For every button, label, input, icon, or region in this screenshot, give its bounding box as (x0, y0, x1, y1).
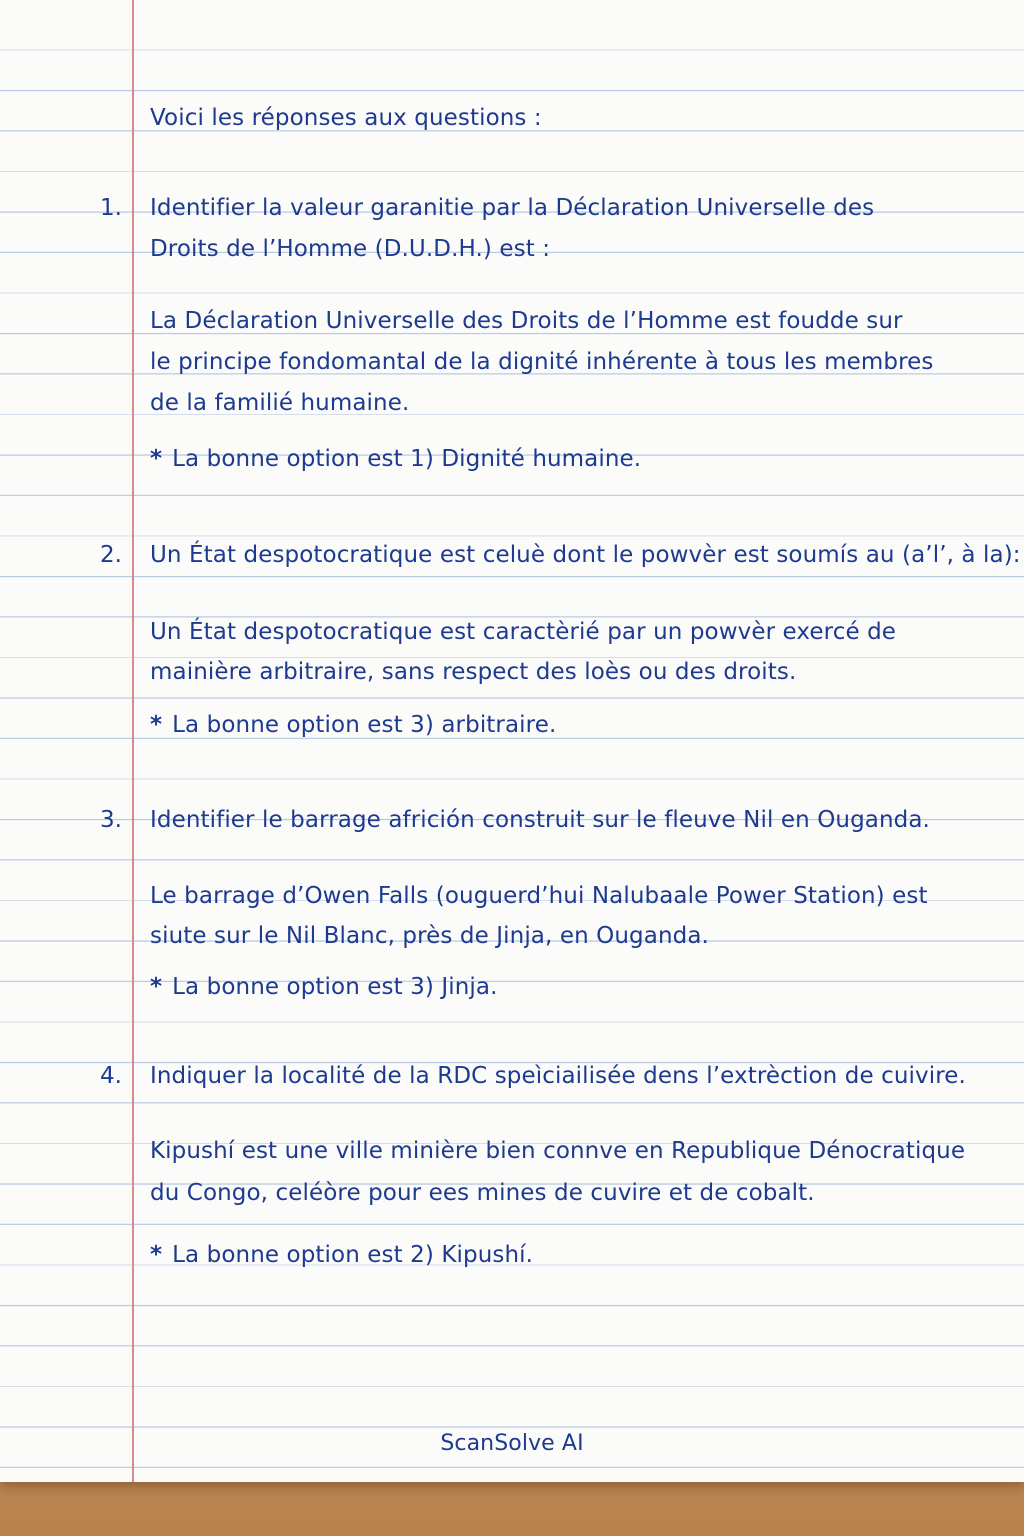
answer-text: La bonne option est 3) arbitraire. (172, 712, 557, 738)
question-text: Indiquer la localité de la RDC speìciailisée dens l’extrèction de cuivire. (150, 1063, 966, 1089)
answer-line (150, 967, 498, 1007)
explanation-text: siute sur le Nil Blanc, près de Jinja, en Ouganda. (150, 923, 709, 949)
answer-marker: * (150, 1242, 163, 1268)
explanation-text: Un État despotocratique est caractèrié par un powvèr exercé de (150, 619, 897, 645)
question-text: Droits de l’Homme (D.U.D.H.) est : (150, 236, 551, 262)
explanation-text: Le barrage d’Owen Falls (ouguerd’hui Nalubaale Power Station) est (150, 883, 928, 909)
question-text: Identifier la valeur garanitie par la Déclaration Universelle des (150, 195, 875, 221)
question-number: 2. (100, 542, 122, 568)
answer-marker: * (150, 974, 163, 1000)
answer-text: La bonne option est 2) Kipushí. (172, 1242, 534, 1268)
explanation-text: mainière arbitraire, sans respect des loès ou des droits. (150, 659, 797, 685)
question-text: Identifier le barrage africión construit sur le fleuve Nil en Ouganda. (150, 807, 930, 833)
answer-text: La bonne option est 1) Dignité humaine. (172, 446, 642, 472)
intro-text: Voici les réponses aux questions : (150, 105, 542, 131)
question-number: 4. (100, 1063, 122, 1089)
answer-marker: * (150, 446, 163, 472)
answer-text: La bonne option est 3) Jinja. (172, 974, 498, 1000)
answer-marker: * (150, 712, 163, 738)
explanation-text: La Déclaration Universelle des Droits de l’Homme est foudde sur (150, 308, 903, 334)
answer-line (150, 1235, 533, 1275)
question-number: 1. (100, 195, 122, 221)
footer-brand: ScanSolve AI (440, 1431, 584, 1456)
question-number: 3. (100, 807, 122, 833)
explanation-text: Kipushí est une ville minière bien connve en Republique Dénocratique (150, 1138, 966, 1164)
question-text: Un État despotocratique est celuè dont le powvèr est soumís au (a’l’, à la): (150, 542, 1021, 568)
explanation-text: le principe fondomantal de la dignité inhérente à tous les membres (150, 349, 934, 375)
answer-line (150, 439, 641, 479)
margin-line (132, 0, 134, 1482)
explanation-text: de la familié humaine. (150, 390, 410, 416)
explanation-text: du Congo, celéòre pour ees mines de cuvire et de cobalt. (150, 1180, 815, 1206)
answer-line (150, 705, 556, 745)
